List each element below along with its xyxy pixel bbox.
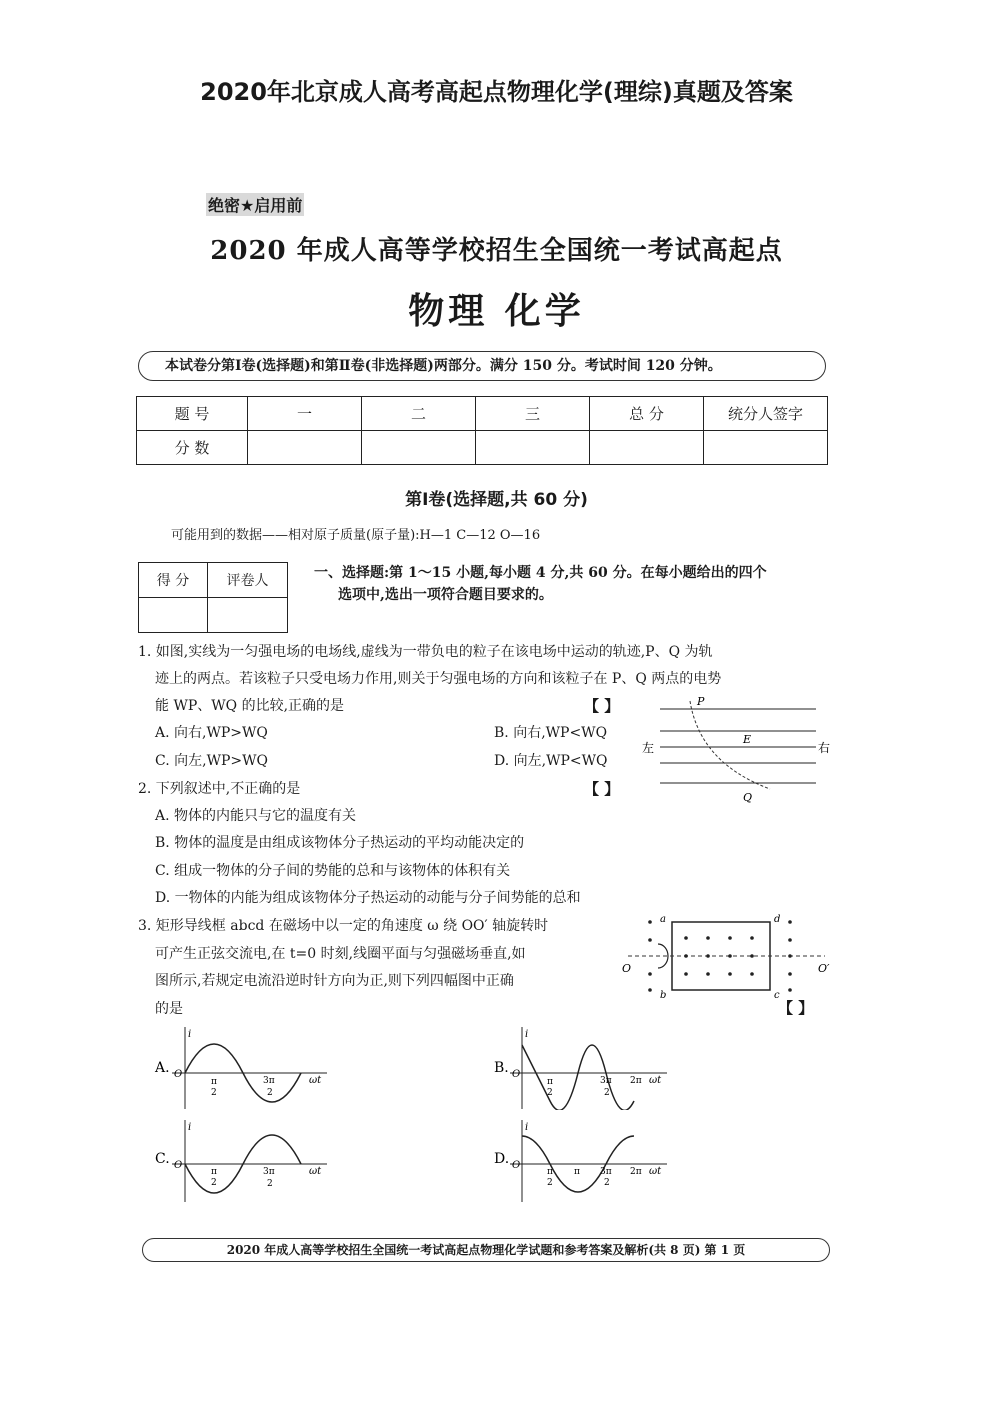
tick-label: 2 bbox=[604, 1178, 610, 1188]
field-e-label: E bbox=[743, 733, 752, 746]
q3-line: 的是 bbox=[155, 1001, 183, 1017]
tick-label: 2 bbox=[211, 1178, 217, 1188]
graph-label: C. bbox=[155, 1151, 170, 1167]
q1-option: C. 向左,WP>WQ bbox=[155, 753, 268, 769]
q3-line: 图所示,若规定电流沿逆时针方向为正,则下列四幅图中正确 bbox=[155, 973, 514, 989]
tick-label: 3π bbox=[600, 1167, 612, 1177]
x-axis-label: ωt bbox=[309, 1075, 322, 1086]
atomic-mass-note: 可能用到的数据——相对原子质量(原子量):H—1 C—12 O—16 bbox=[171, 528, 541, 543]
vertex-c-label: c bbox=[774, 990, 780, 1000]
trajectory-path bbox=[690, 701, 770, 789]
score-table-header bbox=[137, 397, 828, 431]
tick-label: 2 bbox=[267, 1088, 273, 1098]
origin-label: O bbox=[174, 1069, 183, 1080]
q3-line: 3. 矩形导线框 abcd 在磁场中以一定的角速度 ω 绕 OO′ 轴旋转时 bbox=[138, 918, 549, 934]
q1-line: 迹上的两点。若该粒子只受电场力作用,则关于匀强电场的方向和该粒子在 P、Q 两点的电势 bbox=[155, 671, 722, 687]
q1-answer-bracket: 【 】 bbox=[584, 697, 620, 715]
grader-label: 评卷人 bbox=[208, 563, 288, 598]
q2-option: B. 物体的温度是由组成该物体分子热运动的平均动能决定的 bbox=[155, 835, 525, 851]
table-cell: 二 bbox=[362, 397, 476, 431]
right-label: 右 bbox=[818, 741, 831, 755]
grader-score-cell bbox=[139, 598, 208, 633]
table-cell: 一 bbox=[248, 397, 362, 431]
q1-line: 1. 如图,实线为一匀强电场的电场线,虚线为一带负电的粒子在该电场中运动的轨迹,P、Q 为轨 bbox=[138, 644, 713, 660]
tick-label: π bbox=[547, 1077, 553, 1087]
vertex-d-label: d bbox=[774, 914, 781, 925]
score-cell bbox=[590, 431, 704, 465]
origin-label: O bbox=[512, 1069, 521, 1080]
grader-score-label: 得 分 bbox=[139, 563, 208, 598]
score-cell bbox=[476, 431, 590, 465]
y-axis-label: i bbox=[188, 1122, 192, 1133]
table-cell: 三 bbox=[476, 397, 590, 431]
page-footer: 2020 年成人高等学校招生全国统一考试高起点物理化学试题和参考答案及解析(共 8 页) 第 1 页 bbox=[142, 1238, 830, 1262]
graph-label: D. bbox=[494, 1151, 510, 1167]
subject-title: 物理 化学 bbox=[408, 291, 585, 332]
q1-field-figure bbox=[640, 693, 835, 805]
part1-title: 第Ⅰ卷(选择题,共 60 分) bbox=[405, 490, 588, 510]
tick-label: π bbox=[211, 1077, 217, 1087]
score-cell bbox=[248, 431, 362, 465]
score-cell bbox=[362, 431, 476, 465]
tick-label: π bbox=[574, 1167, 580, 1177]
graph-d bbox=[492, 1118, 682, 1203]
q1-option: D. 向左,WP<WQ bbox=[494, 753, 608, 769]
table-cell: 总 分 bbox=[590, 397, 704, 431]
q1-option: B. 向右,WP<WQ bbox=[494, 725, 608, 741]
y-axis-label: i bbox=[525, 1122, 529, 1133]
tick-label: 2 bbox=[547, 1088, 553, 1098]
exam-notice: 本试卷分第Ⅰ卷(选择题)和第Ⅱ卷(非选择题)两部分。满分 150 分。考试时间 120 分钟。 bbox=[138, 351, 826, 381]
table-cell: 题 号 bbox=[137, 397, 248, 431]
q2-stem: 2. 下列叙述中,不正确的是 bbox=[138, 781, 301, 797]
point-p-label: P bbox=[697, 695, 705, 708]
graph-b bbox=[492, 1025, 682, 1110]
score-cell bbox=[704, 431, 828, 465]
tick-label: 2π bbox=[630, 1167, 642, 1177]
y-axis-label: i bbox=[525, 1029, 529, 1040]
graph-label: B. bbox=[494, 1060, 509, 1076]
current-curve bbox=[522, 1045, 634, 1110]
instruction-line: 选项中,选出一项符合题目要求的。 bbox=[338, 587, 553, 603]
tick-label: π bbox=[211, 1167, 217, 1177]
grader-box bbox=[138, 562, 288, 633]
axis-o2-label: O′ bbox=[818, 962, 830, 975]
q2-option: C. 组成一物体的分子间的势能的总和与该物体的体积有关 bbox=[155, 863, 511, 879]
q3-coil-figure bbox=[620, 910, 835, 1000]
confidential-label: 绝密★启用前 bbox=[206, 193, 304, 216]
axis-o-label: O bbox=[622, 962, 632, 975]
q2-option: D. 一物体的内能为组成该物体分子热运动的动能与分子间势能的总和 bbox=[155, 890, 581, 906]
q1-option: A. 向右,WP>WQ bbox=[155, 725, 268, 741]
x-axis-label: ωt bbox=[649, 1075, 662, 1086]
table-cell: 分 数 bbox=[137, 431, 248, 465]
exam-title: 2020 年成人高等学校招生全国统一考试高起点 bbox=[210, 236, 783, 266]
point-q-label: Q bbox=[743, 791, 753, 804]
instruction-line: 一、选择题:第 1～15 小题,每小题 4 分,共 60 分。在每小题给出的四个 bbox=[314, 565, 767, 581]
tick-label: 2π bbox=[630, 1076, 642, 1086]
left-label: 左 bbox=[642, 741, 655, 755]
section1-instructions bbox=[314, 562, 834, 606]
y-axis-label: i bbox=[188, 1029, 192, 1040]
tick-label: 2 bbox=[267, 1179, 273, 1189]
tick-label: 3π bbox=[600, 1076, 612, 1086]
q3-answer-bracket: 【 】 bbox=[778, 999, 814, 1017]
vertex-b-label: b bbox=[660, 990, 667, 1000]
origin-label: O bbox=[174, 1160, 183, 1171]
grader-name-cell bbox=[208, 598, 288, 633]
score-table bbox=[136, 396, 828, 465]
document-title: 2020年北京成人高考高起点物理化学(理综)真题及答案 bbox=[200, 78, 793, 106]
tick-label: 2 bbox=[547, 1178, 553, 1188]
origin-label: O bbox=[512, 1160, 521, 1171]
tick-label: 2 bbox=[604, 1088, 610, 1098]
q2-option: A. 物体的内能只与它的温度有关 bbox=[155, 808, 357, 824]
graph-label: A. bbox=[155, 1060, 170, 1076]
q2-answer-bracket: 【 】 bbox=[584, 780, 620, 798]
vertex-a-label: a bbox=[660, 914, 666, 925]
graph-c bbox=[152, 1118, 342, 1203]
table-cell: 统分人签字 bbox=[704, 397, 828, 431]
q3-line: 可产生正弦交流电,在 t=0 时刻,线圈平面与匀强磁场垂直,如 bbox=[155, 946, 526, 962]
score-table-row bbox=[137, 431, 828, 465]
x-axis-label: ωt bbox=[649, 1166, 662, 1177]
tick-label: π bbox=[547, 1167, 553, 1177]
q1-line: 能 WP、WQ 的比较,正确的是 bbox=[155, 698, 345, 714]
x-axis-label: ωt bbox=[309, 1166, 322, 1177]
tick-label: 2 bbox=[211, 1088, 217, 1098]
tick-label: 3π bbox=[263, 1076, 275, 1086]
graph-a bbox=[152, 1025, 342, 1110]
tick-label: 3π bbox=[263, 1167, 275, 1177]
